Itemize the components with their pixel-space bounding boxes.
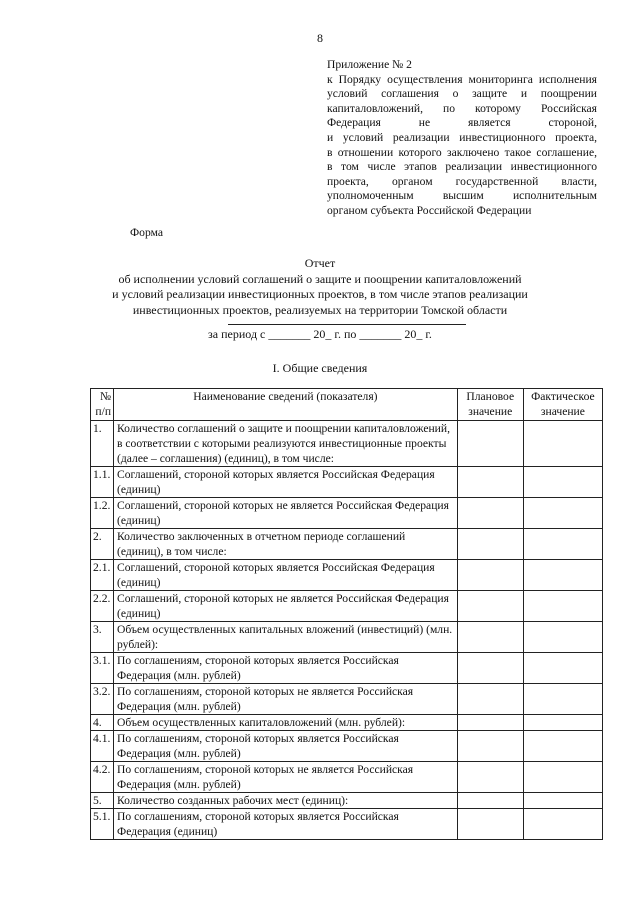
plan-value-cell[interactable] bbox=[457, 467, 523, 498]
table-row bbox=[91, 498, 603, 529]
plan-value-cell[interactable] bbox=[457, 731, 523, 762]
row-name: По соглашениям, стороной которых не является Российская Федерация (млн. рублей) bbox=[114, 684, 458, 715]
row-number: 2.1. bbox=[91, 560, 114, 591]
row-number: 2. bbox=[91, 529, 114, 560]
plan-value-cell[interactable] bbox=[457, 529, 523, 560]
appendix-line: в том числе этапов реализации инвестиционного bbox=[327, 160, 597, 174]
header-name: Наименование сведений (показателя) bbox=[114, 389, 458, 421]
row-number: 3.2. bbox=[91, 684, 114, 715]
appendix-line: к Порядку осуществления мониторинга исполнения bbox=[327, 72, 597, 86]
header-plan: Плановое значение bbox=[457, 389, 523, 421]
title-line: и условий реализации инвестиционных проектов, в том числе этапов реализации bbox=[112, 287, 528, 301]
title-line: об исполнении условий соглашений о защите и поощрении капиталовложений bbox=[118, 271, 522, 286]
table-row bbox=[91, 467, 603, 498]
table-row bbox=[91, 684, 603, 715]
table-row bbox=[91, 731, 603, 762]
fact-value-cell[interactable] bbox=[523, 591, 602, 622]
appendix-line: Федерация не является стороной, bbox=[327, 116, 597, 130]
appendix-line: капиталовложений, по которому Российская bbox=[327, 101, 597, 115]
fact-value-cell[interactable] bbox=[523, 498, 602, 529]
row-name: По соглашениям, стороной которых является Российская Федерация (млн. рублей) bbox=[114, 731, 458, 762]
row-number: 2.2. bbox=[91, 591, 114, 622]
row-name: Количество созданных рабочих мест (единиц): bbox=[114, 793, 458, 809]
table-header-row bbox=[91, 389, 603, 421]
title-line: инвестиционных проектов, реализуемых на территории Томской области bbox=[132, 302, 508, 317]
fact-value-cell[interactable] bbox=[523, 793, 602, 809]
fact-value-cell[interactable] bbox=[523, 421, 602, 467]
row-number: 1.1. bbox=[91, 467, 114, 498]
appendix-line: условий соглашения о защите и поощрении bbox=[327, 87, 597, 101]
report-title bbox=[0, 256, 640, 318]
row-number: 1.2. bbox=[91, 498, 114, 529]
plan-value-cell[interactable] bbox=[457, 684, 523, 715]
row-name: Соглашений, стороной которых не является Российская Федерация (единиц) bbox=[114, 498, 458, 529]
row-name: Объем осуществленных капитальных вложений (инвестиций) (млн. рублей): bbox=[114, 622, 458, 653]
table-row bbox=[91, 560, 603, 591]
row-name: Соглашений, стороной которых является Российская Федерация (единиц) bbox=[114, 467, 458, 498]
table-row bbox=[91, 529, 603, 560]
appendix-line: Приложение № 2 bbox=[327, 58, 412, 71]
table-row bbox=[91, 653, 603, 684]
plan-value-cell[interactable] bbox=[457, 793, 523, 809]
plan-value-cell[interactable] bbox=[457, 421, 523, 467]
row-number: 4.1. bbox=[91, 731, 114, 762]
row-number: 3. bbox=[91, 622, 114, 653]
plan-value-cell[interactable] bbox=[457, 591, 523, 622]
plan-value-cell[interactable] bbox=[457, 622, 523, 653]
fact-value-cell[interactable] bbox=[523, 731, 602, 762]
row-number: 5. bbox=[91, 793, 114, 809]
section-heading: I. Общие сведения bbox=[272, 361, 368, 375]
report-period: за период с _______ 20_ г. по _______ 20_ г. bbox=[208, 327, 432, 341]
fact-value-cell[interactable] bbox=[523, 560, 602, 591]
plan-value-cell[interactable] bbox=[457, 560, 523, 591]
row-name: Объем осуществленных капиталовложений (млн. рублей): bbox=[114, 715, 458, 731]
fact-value-cell[interactable] bbox=[523, 653, 602, 684]
plan-value-cell[interactable] bbox=[457, 762, 523, 793]
appendix-header bbox=[327, 58, 597, 219]
row-number: 3.1. bbox=[91, 653, 114, 684]
row-number: 5.1. bbox=[91, 809, 114, 840]
row-name: Количество соглашений о защите и поощрении капиталовложений, в соответствии с которыми реализуются инвестиционные проекты (далее – соглашения) (единиц), в том числе: bbox=[114, 421, 458, 467]
page-number: 8 bbox=[317, 31, 323, 45]
table-row bbox=[91, 793, 603, 809]
row-number: 4. bbox=[91, 715, 114, 731]
table-row bbox=[91, 809, 603, 840]
row-name: Соглашений, стороной которых не является Российская Федерация (единиц) bbox=[114, 591, 458, 622]
plan-value-cell[interactable] bbox=[457, 715, 523, 731]
fact-value-cell[interactable] bbox=[523, 684, 602, 715]
row-name: Количество заключенных в отчетном периоде соглашений (единиц), в том числе: bbox=[114, 529, 458, 560]
table-row bbox=[91, 421, 603, 467]
appendix-line: проекта, органом государственной власти, bbox=[327, 174, 597, 188]
table-row bbox=[91, 715, 603, 731]
blank-line bbox=[228, 324, 466, 325]
fact-value-cell[interactable] bbox=[523, 762, 602, 793]
appendix-line: уполномоченным высшим исполнительным bbox=[327, 189, 597, 203]
row-number: 1. bbox=[91, 421, 114, 467]
plan-value-cell[interactable] bbox=[457, 653, 523, 684]
appendix-line: в отношении которого заключено такое соглашение, bbox=[327, 145, 597, 159]
plan-value-cell[interactable] bbox=[457, 809, 523, 840]
table-row bbox=[91, 762, 603, 793]
row-name: По соглашениям, стороной которых является Российская Федерация (единиц) bbox=[114, 809, 458, 840]
fact-value-cell[interactable] bbox=[523, 809, 602, 840]
row-name: Соглашений, стороной которых является Российская Федерация (единиц) bbox=[114, 560, 458, 591]
fact-value-cell[interactable] bbox=[523, 467, 602, 498]
title-line: Отчет bbox=[304, 256, 336, 270]
fact-value-cell[interactable] bbox=[523, 715, 602, 731]
fact-value-cell[interactable] bbox=[523, 622, 602, 653]
plan-value-cell[interactable] bbox=[457, 498, 523, 529]
table-row bbox=[91, 622, 603, 653]
appendix-line: органом субъекта Российской Федерации bbox=[327, 203, 532, 217]
header-fact: Фактическое значение bbox=[523, 389, 602, 421]
header-num: № п/п bbox=[91, 389, 114, 421]
row-name: По соглашениям, стороной которых не является Российская Федерация (млн. рублей) bbox=[114, 762, 458, 793]
fact-value-cell[interactable] bbox=[523, 529, 602, 560]
row-name: По соглашениям, стороной которых является Российская Федерация (млн. рублей) bbox=[114, 653, 458, 684]
appendix-line: и условий реализации инвестиционного проекта, bbox=[327, 130, 597, 144]
form-label: Форма bbox=[130, 226, 163, 239]
row-number: 4.2. bbox=[91, 762, 114, 793]
table-row bbox=[91, 591, 603, 622]
general-info-table bbox=[90, 388, 603, 840]
